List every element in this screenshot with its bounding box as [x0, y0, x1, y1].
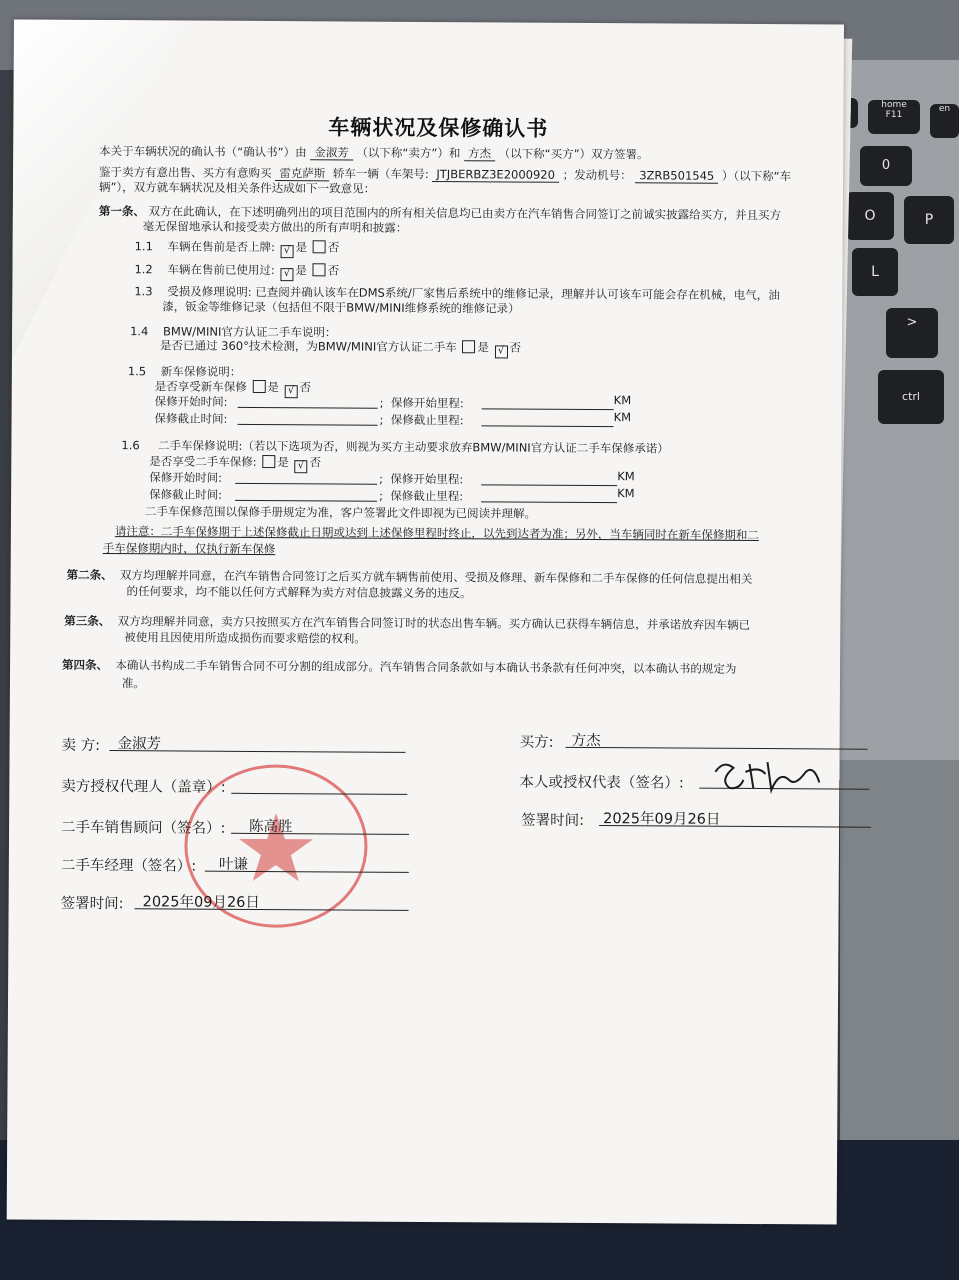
used-warranty-start-km: ; 保修开始里程:	[379, 471, 464, 487]
seller-value: 金淑芳	[117, 736, 162, 753]
article-3-line-2: 被使用且因使用所造成损伤而要求赔偿的权利。	[124, 630, 366, 646]
advisor-value: 陈高胜	[249, 818, 293, 836]
item-1-1: 1.1 车辆在售前是否上牌: √ 是 否	[135, 239, 340, 258]
manager-label: 二手车经理（签名）:	[60, 857, 197, 875]
intro-line-2: 鉴于卖方有意出售、买方有意购买 雷克萨斯 轿车一辆（车架号: JTJBERBZ3E2000920 ；发动机号： 3ZRB501545 ）（以下称“车	[99, 164, 792, 184]
intro-line-1: 本关于车辆状况的确认书（“确认书”）由 金淑芳 （以下称“卖方”）和 方杰 （以下称“买方”）双方签署。	[99, 143, 649, 162]
item-1-3-line-2: 漆，钣金等维修记录（包括但不限于BMW/MINI维修系统的维修记录）	[162, 299, 520, 316]
new-warranty-start-km-line	[482, 408, 614, 410]
article-4: 第四条、 本确认书构成二手车销售合同不可分割的组成部分。汽车销售合同条款如与本确认书条款有任何冲突，以本确认书的规定为	[62, 657, 737, 676]
checkbox-new-warranty-yes	[252, 380, 265, 393]
keyboard-key-o: O	[846, 192, 894, 240]
new-warranty-start-km: ; 保修开始里程:	[379, 395, 464, 411]
km-unit: KM	[617, 486, 635, 501]
buyer-rep-label: 本人或授权代表（签名）:	[519, 774, 684, 792]
keyboard-key-end: en	[930, 104, 959, 138]
checkbox-certified-no: √	[494, 345, 507, 358]
new-warranty-end-time-line	[238, 424, 378, 426]
keyboard-key-p: P	[904, 196, 954, 244]
new-warranty-start-time-label: 保修开始时间:	[154, 394, 228, 409]
keyboard-key-period: >	[886, 308, 938, 358]
buyer-name-field: 方杰	[464, 146, 495, 161]
intro-line-3: 辆”），双方就车辆状况及相关条件达成如下一致意见：	[98, 179, 376, 196]
article-2-line-2: 的任何要求，均不能以任何方式解释为卖方对信息披露义务的违反。	[126, 584, 472, 601]
article-4-line-2: 准。	[121, 676, 145, 691]
item-1-6: 1.6 二手车保修说明:（若以下选项为否，则视为买方主动要求放弃BMW/MINI官方认证二手车保修承诺）	[121, 438, 669, 456]
keyboard-key-home: home F11	[868, 100, 920, 134]
buyer-date-value: 2025年09月26日	[603, 811, 721, 828]
keyboard-key-l: L	[852, 248, 898, 296]
document-title: 车辆状况及保修确认书	[328, 115, 549, 141]
used-warranty-end-km-line	[481, 501, 617, 503]
car-model-field: 雷克萨斯	[275, 166, 329, 181]
seller-date-label: 签署时间:	[60, 895, 124, 913]
article-2: 第二条、 双方均理解并同意，在汽车销售合同签订之后买方就车辆售前使用、受损及修理、新车保修和二手车保修的任何信息提出相关	[66, 567, 753, 586]
checkbox-used-warranty-yes	[262, 455, 275, 468]
used-warranty-end-km: ; 保修截止里程:	[379, 488, 464, 504]
checkbox-used-no	[313, 263, 326, 276]
seller-agent-label: 卖方授权代理人（盖章）:	[61, 778, 226, 796]
checkbox-certified-yes	[462, 340, 475, 353]
km-unit: KM	[617, 469, 635, 484]
seller-label: 卖 方:	[61, 737, 101, 755]
item-1-4: 1.4 BMW/MINI官方认证二手车说明：	[130, 324, 337, 340]
new-warranty-end-km: ; 保修截止里程:	[379, 412, 464, 428]
article-1-line-2: 毫无保留地承认和接受卖方做出的所有声明和披露：	[142, 219, 408, 235]
km-unit: KM	[613, 410, 632, 425]
seller-name-field: 金淑芳	[310, 145, 353, 160]
buyer-value: 方杰	[571, 732, 601, 750]
checkbox-used-warranty-no: √	[294, 460, 307, 473]
notice-line-1: 请注意：二手车保修期于上述保修截止日期或达到上述保修里程时终止，以先到达者为准；另外，当车辆同时在新车保修期和二	[114, 524, 759, 543]
item-1-5: 1.5 新车保修说明：	[127, 364, 242, 379]
buyer-date-label: 签署时间:	[521, 812, 585, 829]
notice-line-2: 手车保修期内时，仅执行新车保修	[102, 541, 276, 557]
checkbox-used-yes: √	[280, 268, 293, 281]
vin-field: JTJBERBZ3E2000920	[432, 167, 559, 183]
advisor-label: 二手车销售顾问（签名）:	[61, 819, 226, 837]
km-unit: KM	[613, 393, 632, 408]
new-warranty-end-km-line	[482, 425, 614, 427]
engine-number-field: 3ZRB501545	[635, 168, 718, 184]
keyboard-key-0: 0	[860, 146, 912, 186]
manager-value: 叶谦	[218, 856, 248, 873]
checkbox-plated-yes: √	[281, 245, 294, 258]
new-warranty-end-time-label: 保修截止时间:	[154, 411, 228, 426]
item-1-4-line-2: 是否已通过 360°技术检测，为BMW/MINI官方认证二手车 是 √ 否	[160, 338, 521, 358]
article-1: 第一条、 双方在此确认，在下述明确列出的项目范围内的所有相关信息均已由卖方在汽车销售合同签订之前诚实披露给买方，并且买方	[98, 203, 782, 223]
new-warranty-start-time-line	[238, 407, 378, 409]
buyer-label: 买方:	[519, 734, 554, 751]
checkbox-plated-no	[313, 240, 326, 253]
item-1-2: 1.2 车辆在售前已使用过: √ 是 否	[134, 262, 339, 281]
used-warranty-start-time-line	[235, 483, 377, 485]
buyer-signature	[709, 750, 829, 797]
new-warranty-question: 是否享受新车保修 是 √ 否	[155, 379, 311, 398]
item-1-3: 1.3 受损及修理说明: 已查阅并确认该车在DMS系统/厂家售后系统中的维修记录，理解并认可该车可能会存在机械，电气，油	[134, 284, 780, 303]
seller-date-value: 2025年09月26日	[142, 894, 260, 911]
used-warranty-end-time-label: 保修截止时间:	[149, 487, 223, 502]
keyboard-key-ctrl: ctrl	[878, 370, 944, 424]
used-warranty-question: 是否享受二手车保修: 是 √ 否	[149, 454, 321, 473]
used-warranty-note: 二手车保修范围以保修手册规定为准，客户签署此文件即视为已阅读并理解。	[144, 504, 537, 521]
article-3: 第三条、 双方均理解并同意，卖方只按照买方在汽车销售合同签订时的状态出售车辆。买方确认已获得车辆信息，并承诺放弃因车辆已	[64, 613, 751, 632]
document-page	[7, 19, 844, 1224]
used-warranty-start-time-label: 保修开始时间:	[149, 470, 223, 485]
used-warranty-start-km-line	[481, 484, 617, 486]
checkbox-new-warranty-no: √	[285, 385, 298, 398]
used-warranty-end-time-line	[235, 500, 377, 502]
